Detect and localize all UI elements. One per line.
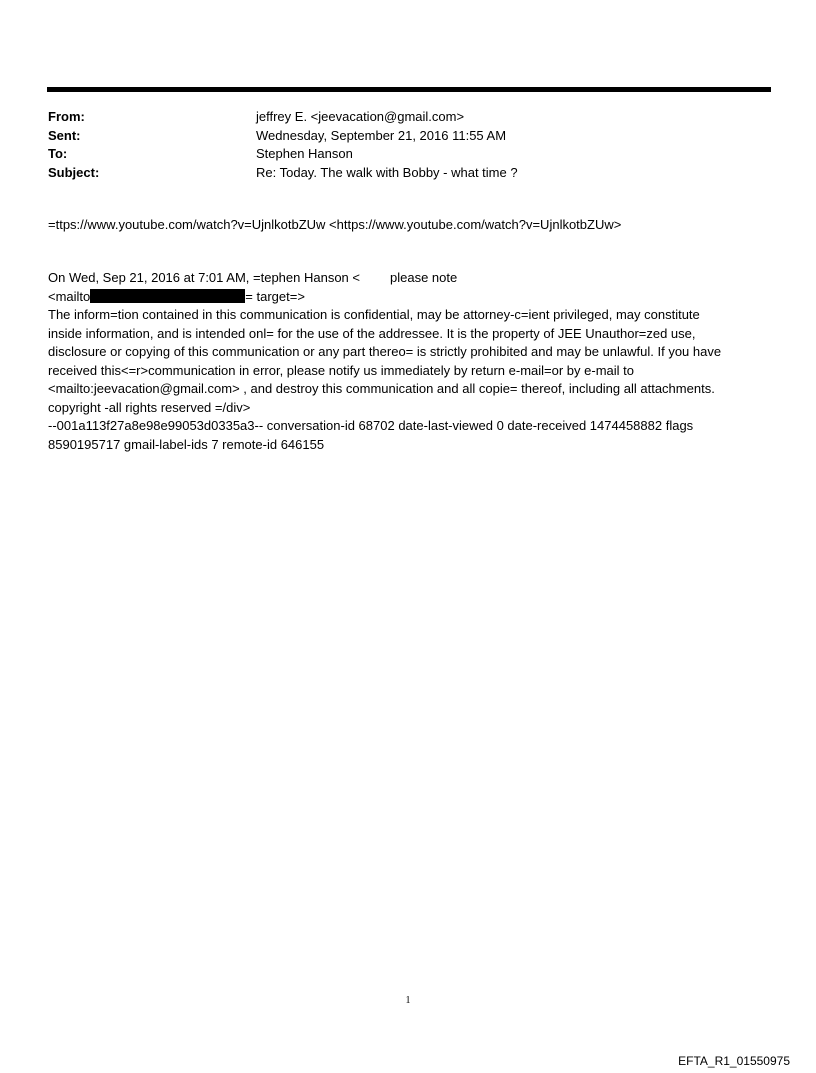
redaction-box [90, 289, 245, 303]
quote-intro: On Wed, Sep 21, 2016 at 7:01 AM, =tephen Hanson < [48, 270, 360, 285]
mailto-line [48, 288, 768, 307]
mailto-suffix: = target=> [245, 288, 305, 304]
disclaimer-line-3: disclosure or copying of this communication or any part thereo= is strictly prohibited and may be unlawful. If you have [48, 344, 722, 359]
disclaimer-line-6: copyright -all rights reserved =/div> [48, 399, 251, 415]
page-number: 1 [405, 995, 411, 1006]
from-label: From: [48, 109, 85, 124]
bates-number: EFTA_R1_01550975 [678, 1054, 790, 1068]
disclaimer-line-1: The inform=tion contained in this communication is confidential, may be attorney-c=ient privileged, may constitute [48, 307, 700, 322]
to-label: To: [48, 146, 68, 161]
disclaimer-line-4: received this<=r>communication in error, please notify us immediately by return e-mail=or by e-mail to [48, 362, 634, 378]
to-row [48, 145, 748, 164]
email-header [48, 108, 748, 182]
from-row [48, 108, 748, 127]
disclaimer-line-2: inside information, and is intended onl= for the use of the addressee. It is the property of JEE Unauthor=zed use, [48, 325, 696, 341]
sent-row [48, 127, 748, 146]
quote-intro-line [48, 269, 768, 288]
subject-label: Subject: [48, 164, 100, 180]
subject-value: Re: Today. The walk with Bobby - what time ? [256, 164, 518, 180]
header-divider [47, 87, 771, 92]
to-value: Stephen Hanson [256, 146, 353, 161]
quote-note: please note [389, 270, 458, 285]
sent-label: Sent: [48, 127, 81, 143]
mailto-prefix: <mailto [48, 288, 91, 304]
metadata-line-2: 8590195717 gmail-label-ids 7 remote-id 646155 [48, 436, 325, 452]
sent-value: Wednesday, September 21, 2016 11:55 AM [256, 127, 507, 143]
subject-row [48, 164, 748, 183]
quoted-message [48, 269, 768, 454]
disclaimer-line-5: <mailto:jeevacation@gmail.com> , and destroy this communication and all copie= thereof, including all attachments. [48, 381, 715, 396]
youtube-link-line[interactable]: =ttps://www.youtube.com/watch?v=UjnlkotbZUw <https://www.youtube.com/watch?v=UjnlkotbZUw> [48, 217, 622, 232]
from-value: jeffrey E. <jeevacation@gmail.com> [256, 109, 465, 124]
metadata-line-1: --001a113f27a8e98e99053d0335a3-- conversation-id 68702 date-last-viewed 0 date-received 1474458882 flags [48, 418, 694, 433]
